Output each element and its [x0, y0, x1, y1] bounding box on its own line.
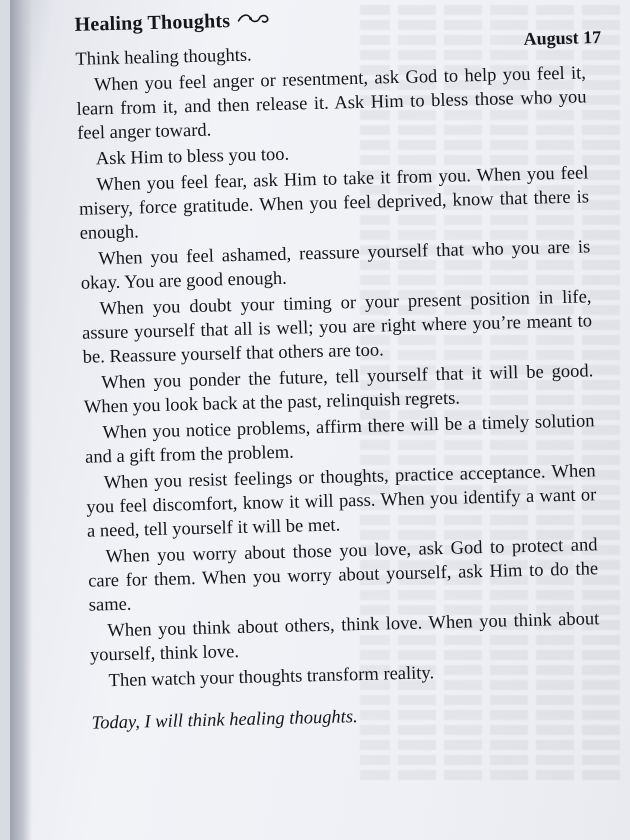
- ornament-flourish-icon: [236, 11, 270, 26]
- paragraph: Ask Him to bless you too.: [95, 144, 290, 170]
- paragraph: When you doubt your timing or your present position in life, assure yourself that all is well; you are right where you’re meant to be. Reassure yourself that others are too.: [81, 287, 593, 368]
- paragraph: When you feel ashamed, reassure yourself that who you are is okay. You are good enough.: [80, 237, 591, 294]
- book-page: [10, 0, 630, 840]
- paragraph: When you feel anger or resentment, ask God to help you feel it, learn from it, and then release it. Ask Him to bless those who you feel anger toward.: [76, 63, 587, 144]
- paragraph: When you resist feelings or thoughts, practice acceptance. When you feel discomfort, know it will pass. When you identify a want or a need, tell yourself it will be met.: [86, 461, 597, 542]
- series-title: Healing Thoughts: [74, 10, 231, 36]
- paragraph: When you ponder the future, tell yourself that it will be good. When you look back at the past, relinquish regrets.: [83, 361, 594, 418]
- opening-line: Think healing thoughts.: [75, 45, 252, 70]
- page-header: [68, 0, 602, 49]
- paragraph: When you notice problems, affirm there will be a timely solution and a gift from the problem.: [84, 411, 595, 468]
- paragraph: When you worry about those you love, ask God to protect and care for them. When you worry about yourself, ask Him to do the same.: [87, 535, 599, 616]
- closing-affirmation: Today, I will think healing thoughts.: [91, 707, 358, 734]
- entry-date: August 17: [523, 26, 602, 49]
- page-content: [68, 0, 608, 840]
- paragraph: Then watch your thoughts transform reality.: [108, 663, 435, 692]
- paragraph: When you think about others, think love. When you think about yourself, think love.: [89, 609, 600, 666]
- book-spine-shadow: [10, 0, 32, 840]
- entry-body: [75, 35, 602, 754]
- paragraph: When you feel fear, ask Him to take it from you. When you feel misery, force gratitude. When you feel deprived, know that there is enough.: [78, 163, 590, 244]
